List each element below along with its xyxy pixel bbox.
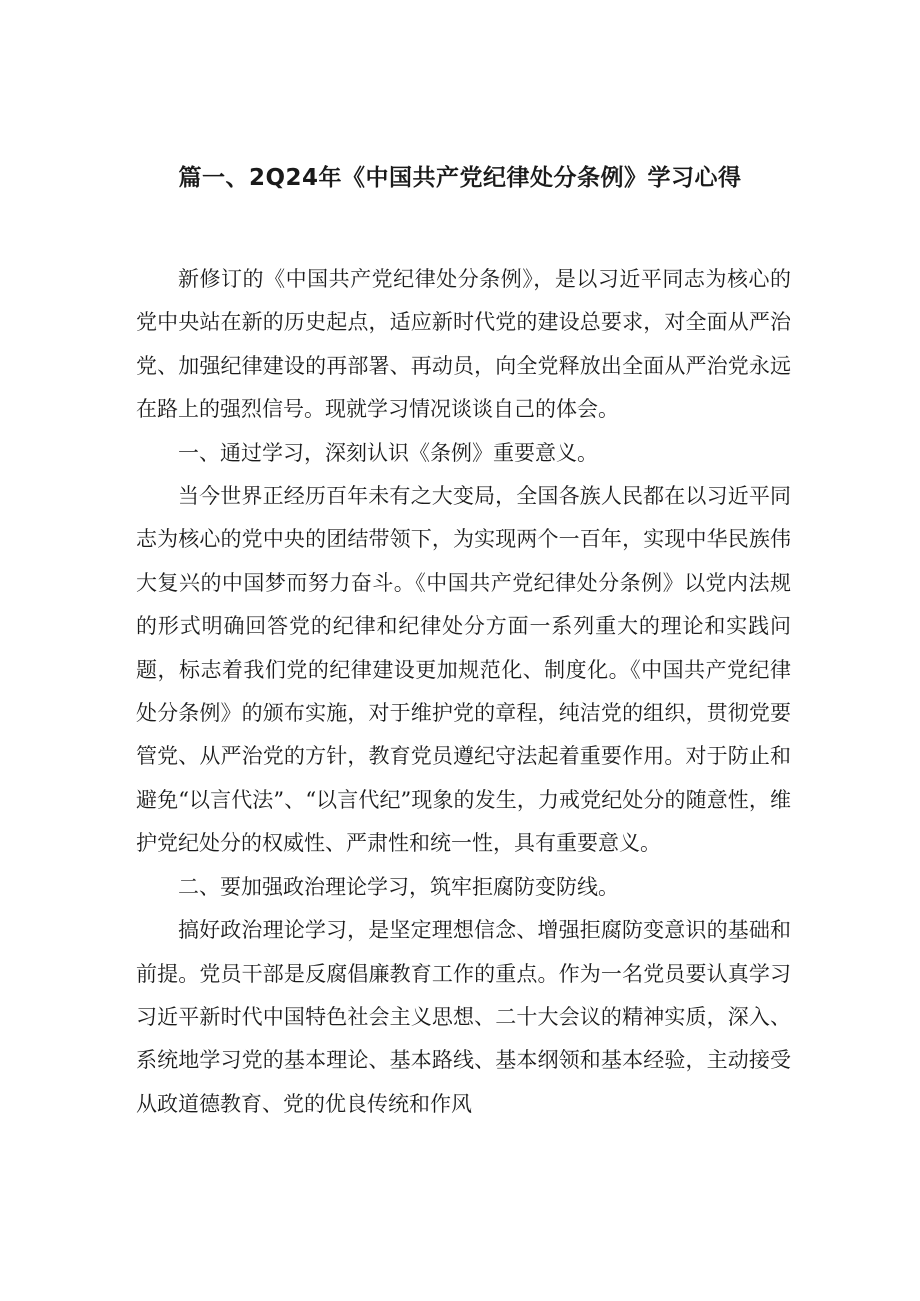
body-paragraph: 搞好政治理论学习，是坚定理想信念、增强拒腐防变意识的基础和前提。党员干部是反腐倡廉教育工作的重点。作为一名党员要认真学习习近平新时代中国特色社会主义思想、二十大会议的精神实质，深入、系统地学习党的基本理论、基本路线、基本纲领和基本经验，主动接受从政道德教育、党的优良传统和作风 (136, 918, 791, 1116)
document-title: 篇一、2Q24年《中国共产党纪律处分条例》学习心得 (178, 165, 742, 191)
section-heading: 一、通过学习，深刻认识《条例》重要意义。 (178, 440, 598, 465)
document-body (136, 258, 791, 1126)
body-paragraph: 当今世界正经历百年未有之大变局，全国各族人民都在以习近平同志为核心的党中央的团结带领下，为实现两个一百年，实现中华民族伟大复兴的中国梦而努力奋斗。《中国共产党纪律处分条例》以党内法规的形式明确回答党的纪律和纪律处分方面一系列重大的理论和实践问题，标志着我们党的纪律建设更加规范化、制度化。《中国共产党纪律处分条例》的颁布实施，对于维护党的章程，纯洁党的组织，贯彻党要管党、从严治党的方针，教育党员遵纪守法起着重要作用。对于防止和避免“以言代法”、“以言代纪”现象的发生，力戒党纪处分的随意性，维护党纪处分的权威性、严肃性和统一性，具有重要意义。 (136, 484, 791, 856)
section-heading: 二、要加强政治理论学习，筑牢拒腐防变防线。 (178, 874, 619, 899)
body-paragraph: 新修订的《中国共产党纪律处分条例》，是以习近平同志为核心的党中央站在新的历史起点，适应新时代党的建设总要求，对全面从严治党、加强纪律建设的再部署、再动员，向全党释放出全面从严治党永远在路上的强烈信号。现就学习情况谈谈自己的体会。 (136, 267, 791, 422)
